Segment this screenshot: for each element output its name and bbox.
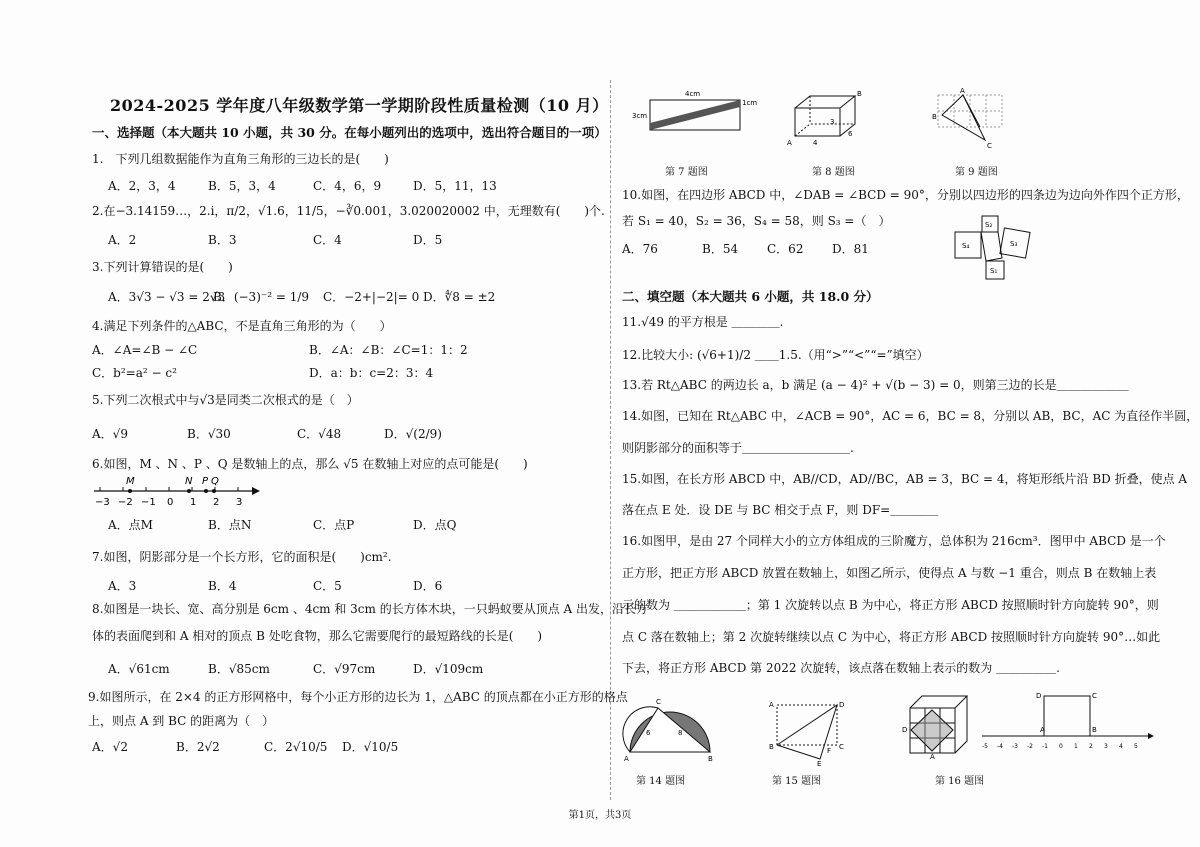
tick-label: -1 xyxy=(1042,743,1048,750)
fig16-cube xyxy=(900,690,980,760)
fig15-rectangle xyxy=(765,695,850,767)
q16-text-line3: 示的数为 ＿＿＿＿＿＿；第 1 次旋转以点 B 为中心，将正方形 ABCD 按照顺时针方向旋转 90°，则 xyxy=(622,598,1159,612)
q8-stem-line2: 体的表面爬到和 A 相对的顶点 B 处吃食物，那么它需要爬行的最短路线的长是( ) xyxy=(92,629,543,643)
q7-option-b[interactable]: B．4 xyxy=(208,579,237,593)
quadrilateral-abcd xyxy=(981,232,1002,261)
section-fill-heading: 二、填空题（本大题共 6 小题，共 18.0 分） xyxy=(622,289,879,304)
q16-text-line2: 正方形，把正方形 ABCD 放置在数轴上，如图乙所示，使得点 A 与数 −1 重合，则点 B 在数轴上表 xyxy=(622,566,1157,580)
tick-label: 0 xyxy=(167,497,174,508)
page-footer: 第1页，共3页 xyxy=(568,810,632,821)
fig16-label-d2: D xyxy=(1036,692,1042,700)
fig15-label-c: C xyxy=(839,743,844,751)
q2-stem: 2.在−3.14159…，2.i，π/2，√1.6，11/5，−∛0.001，3.020020002 中，无理数有( )个. xyxy=(92,204,605,218)
q7-option-a[interactable]: A．3 xyxy=(108,579,137,593)
q2-options xyxy=(108,231,513,248)
label-s4: S₄ xyxy=(962,242,970,250)
fig9-grid xyxy=(930,85,1010,150)
fig7-diagram xyxy=(630,85,760,145)
fig14-label-a: A xyxy=(624,755,629,763)
q4-option-a[interactable]: A．∠A=∠B − ∠C xyxy=(92,343,198,357)
fig9-triangle xyxy=(942,95,985,140)
q6-options xyxy=(108,516,456,533)
fig16-label-c2: C xyxy=(1092,692,1097,700)
q3-option-d[interactable]: D．∜8 = ±2 xyxy=(423,290,496,304)
fig14-label-b: B xyxy=(708,755,713,763)
fig7-caption: 第 7 题图 xyxy=(665,167,708,178)
point-n xyxy=(187,489,191,493)
q13-text: 13.若 Rt△ABC 的两边长 a，b 满足 (a − 4)² + √(b − 3) = 0，则第三边的长是＿＿＿＿＿＿ xyxy=(622,378,1129,392)
label-s3: S₃ xyxy=(1010,240,1018,248)
fig16-square-abcd xyxy=(911,710,953,751)
q6-option-c[interactable]: C．点P xyxy=(313,518,355,532)
tick-label: −2 xyxy=(118,497,133,508)
fig15-label-b: B xyxy=(769,743,774,751)
fig14-semicircles xyxy=(620,690,720,765)
tick-label: 2 xyxy=(213,497,220,508)
q10-option-a[interactable]: A．76 xyxy=(622,242,658,256)
tick-label: 4 xyxy=(1119,743,1123,750)
fig9-label-b: B xyxy=(932,113,937,121)
q3-stem: 3.下列计算错误的是( ) xyxy=(92,260,233,274)
fig14-label-c: C xyxy=(656,698,661,706)
q8-option-c[interactable]: C．√97cm xyxy=(313,662,376,676)
fig7-label-top: 4cm xyxy=(685,90,701,98)
point-label: N xyxy=(185,476,193,487)
fig8-hidden-edges xyxy=(795,124,855,136)
q5-option-d[interactable]: D．√(2/9) xyxy=(384,427,442,441)
section-choice-heading: 一、选择题（本大题共 10 小题，共 30 分。在每小题列出的选项中，选出符合题目的一项） xyxy=(92,125,607,140)
tick-label: 1 xyxy=(1074,743,1078,750)
tick-label: −3 xyxy=(95,497,110,508)
q5-stem: 5.下列二次根式中与√3是同类二次根式的是（ ） xyxy=(92,393,359,407)
fig9-gridlines xyxy=(938,95,1002,127)
fig16-axis-arrow xyxy=(1148,733,1154,739)
q16-text-line5: 下去，将正方形 ABCD 第 2022 次旋转，该点落在数轴上表示的数为 ＿＿＿＿＿. xyxy=(622,661,1060,675)
fig7-shaded-strip xyxy=(650,100,740,130)
q4-options-row1 xyxy=(92,341,468,358)
fig14-label-6: 6 xyxy=(646,729,651,737)
fig8-top-edge xyxy=(795,96,855,108)
q8-options xyxy=(108,660,483,677)
q9-stem-line1: 9.如图所示，在 2×4 的正方形网格中，每个小正方形的边长为 1，△ABC 的顶点都在小正方形的格点 xyxy=(88,690,628,704)
axis-arrow xyxy=(252,487,260,495)
tick-label: -4 xyxy=(997,743,1003,750)
q6-option-a[interactable]: A．点M xyxy=(108,518,153,532)
q5-options xyxy=(92,425,442,442)
q9-options xyxy=(92,738,398,755)
fig16-label-d: D xyxy=(902,726,908,734)
q12-text: 12.比较大小: (√6+1)/2 ＿＿1.5.（用“>”“<”“=”填空） xyxy=(622,348,929,362)
q16-text-line1: 16.如图甲，是由 27 个同样大小的立方体组成的三阶魔方，总体积为 216cm³．图甲中 ABCD 是一个 xyxy=(622,534,1166,548)
q16-text-line4: 点 C 落在数轴上；第 2 次旋转继续以点 C 为中心，将正方形 ABCD 按照顺时针方向旋转 90°…如此 xyxy=(622,630,1161,644)
fig15-label-f: F xyxy=(827,747,832,755)
tick-label: 5 xyxy=(1134,743,1138,750)
q7-option-d[interactable]: D．6 xyxy=(413,579,443,593)
label-s2: S₂ xyxy=(985,221,993,229)
fig9-label-c: C xyxy=(987,142,992,150)
point-q xyxy=(212,489,216,493)
q6-option-b[interactable]: B．点N xyxy=(208,518,252,532)
q10-option-c[interactable]: C．62 xyxy=(767,242,804,256)
q5-option-b[interactable]: B．√30 xyxy=(187,427,231,441)
q2-option-b[interactable]: B．3 xyxy=(208,233,237,247)
fig7-label-left: 3cm xyxy=(632,112,648,120)
fig15-caption: 第 15 题图 xyxy=(772,776,822,787)
point-label: Q xyxy=(211,476,219,487)
point-label: P xyxy=(202,476,209,487)
point-m xyxy=(128,489,132,493)
fig8-label-b: B xyxy=(857,90,862,98)
q10-stem-line1: 10.如图，在四边形 ABCD 中，∠DAB = ∠BCD = 90°，分别以四边形的四条边为边向外作四个正方形， xyxy=(622,188,1189,202)
q10-stem-line2: 若 S₁ = 40，S₂ = 36，S₄ = 58，则 S₃ =（ ） xyxy=(622,214,891,228)
q2-option-a[interactable]: A．2 xyxy=(108,233,137,247)
q1-option-c[interactable]: C．4，6，9 xyxy=(313,179,382,193)
fig15-label-a: A xyxy=(769,701,774,709)
q10-option-d[interactable]: D．81 xyxy=(832,242,869,256)
point-label: M xyxy=(126,476,135,487)
exam-title: 2024-2025 学年度八年级数学第一学期阶段性质量检测（10 月） xyxy=(110,96,609,115)
q6-stem: 6.如图，M 、N 、P 、Q 是数轴上的点，那么 √5 在数轴上对应的点可能是( ) xyxy=(92,457,528,471)
tick-label: -5 xyxy=(982,743,988,750)
q6-number-line xyxy=(90,473,260,511)
q9-option-b[interactable]: B．2√2 xyxy=(176,740,220,754)
fig16-square xyxy=(1044,696,1090,736)
fig8-cuboid xyxy=(785,88,865,150)
q5-option-c[interactable]: C．√48 xyxy=(297,427,342,441)
q3-option-b[interactable]: B．(−3)⁻² = 1/9 xyxy=(213,290,310,304)
q9-stem-line2: 上，则点 A 到 BC 的距离为（ ） xyxy=(88,714,275,728)
fig9-segment xyxy=(963,95,980,127)
q8-option-d[interactable]: D．√109cm xyxy=(413,662,484,676)
q9-option-c[interactable]: C．2√10/5 xyxy=(264,740,328,754)
fig16-label-a: A xyxy=(930,753,935,760)
q4-options-row2 xyxy=(92,364,433,381)
fig16-number-line xyxy=(978,690,1158,755)
tick-label: 3 xyxy=(236,497,243,508)
q14-text-line2: 则阴影部分的面积等于＿＿＿＿＿＿＿＿＿. xyxy=(622,441,854,455)
q4-option-d[interactable]: D．a：b：c=2：3：4 xyxy=(309,366,434,380)
q3-options xyxy=(108,288,513,305)
q8-stem-line1: 8.如图是一块长、宽、高分别是 6cm 、4cm 和 3cm 的长方体木块，一只蚂蚁要从顶点 A 出发，沿长方 xyxy=(92,602,649,616)
tick-label: 1 xyxy=(190,497,197,508)
tick-label: 3 xyxy=(1104,743,1108,750)
label-s1: S₁ xyxy=(990,267,998,275)
fig8-label-w: 6 xyxy=(848,130,853,138)
fig7-label-right: 1cm xyxy=(742,99,758,107)
fig14-caption: 第 14 题图 xyxy=(636,776,686,787)
q3-option-a[interactable]: A．3√3 − √3 = 2√3 xyxy=(108,290,226,304)
q1-option-b[interactable]: B．5，3，4 xyxy=(208,179,276,193)
q7-stem: 7.如图，阴影部分是一个长方形，它的面积是( )cm². xyxy=(92,550,392,564)
q2-option-c[interactable]: C．4 xyxy=(313,233,342,247)
q14-text-line1: 14.如图，已知在 Rt△ABC 中，∠ACB = 90°，AC = 6，BC = 8，分别以 AB，BC，AC 为直径作半圆， xyxy=(622,409,1199,423)
tick-label: 0 xyxy=(1059,743,1063,750)
q1-option-a[interactable]: A．2，3，4 xyxy=(108,179,176,193)
tick-label: −1 xyxy=(141,497,156,508)
q9-option-d[interactable]: D．√10/5 xyxy=(342,740,399,754)
q2-option-d[interactable]: D．5 xyxy=(413,233,443,247)
q6-option-d[interactable]: D．点Q xyxy=(413,518,457,532)
fig16-label-a2: A xyxy=(1040,726,1045,734)
q4-option-c[interactable]: C．b²=a² − c² xyxy=(92,366,177,380)
point-p xyxy=(204,489,208,493)
fig8-label-len: 4 xyxy=(813,139,818,147)
q10-option-b[interactable]: B．54 xyxy=(702,242,739,256)
fig16-caption: 第 16 题图 xyxy=(935,776,985,787)
q7-option-c[interactable]: C．5 xyxy=(313,579,342,593)
q15-text-line2: 落在点 E 处．设 DE 与 BC 相交于点 F，则 DF=＿＿＿＿ xyxy=(622,503,939,517)
q1-options xyxy=(108,177,513,194)
q8-option-a[interactable]: A．√61cm xyxy=(108,662,170,676)
q1-option-d[interactable]: D．5，11，13 xyxy=(413,179,497,193)
fig9-caption: 第 9 题图 xyxy=(955,167,998,178)
q5-option-a[interactable]: A．√9 xyxy=(92,427,128,441)
fig9-label-a: A xyxy=(960,87,965,95)
q7-options xyxy=(108,577,442,594)
q1-stem: 1. 下列几组数据能作为直角三角形的三边长的是( ) xyxy=(92,152,389,166)
tick-label: 2 xyxy=(1089,743,1093,750)
q10-squares-figure xyxy=(950,213,1040,283)
fig8-caption: 第 8 题图 xyxy=(812,167,855,178)
fig15-label-d: D xyxy=(839,701,845,709)
q10-options xyxy=(622,240,869,257)
tick-label: -2 xyxy=(1027,743,1033,750)
q3-option-c[interactable]: C．−2+|−2|= 0 xyxy=(323,290,420,304)
fig8-label-a: A xyxy=(787,139,792,147)
fig8-label-h: 3 xyxy=(830,118,835,126)
q15-text-line1: 15.如图，在长方形 ABCD 中，AB//CD，AD//BC，AB = 3，BC = 4，将矩形纸片沿 BD 折叠，使点 A xyxy=(622,472,1188,486)
fig15-label-e: E xyxy=(817,760,822,767)
axis-ticks xyxy=(100,487,238,491)
q9-option-a[interactable]: A．√2 xyxy=(92,740,128,754)
q4-option-b[interactable]: B．∠A：∠B：∠C=1：1：2 xyxy=(309,343,468,357)
fig16-label-b2: B xyxy=(1092,726,1097,734)
q8-option-b[interactable]: B．√85cm xyxy=(208,662,270,676)
fig14-label-8: 8 xyxy=(678,729,683,737)
q11-text: 11.√49 的平方根是 ＿＿＿＿. xyxy=(622,315,784,329)
q4-stem: 4.满足下列条件的△ABC，不是直角三角形的为（ ） xyxy=(92,319,392,333)
tick-label: -3 xyxy=(1012,743,1018,750)
